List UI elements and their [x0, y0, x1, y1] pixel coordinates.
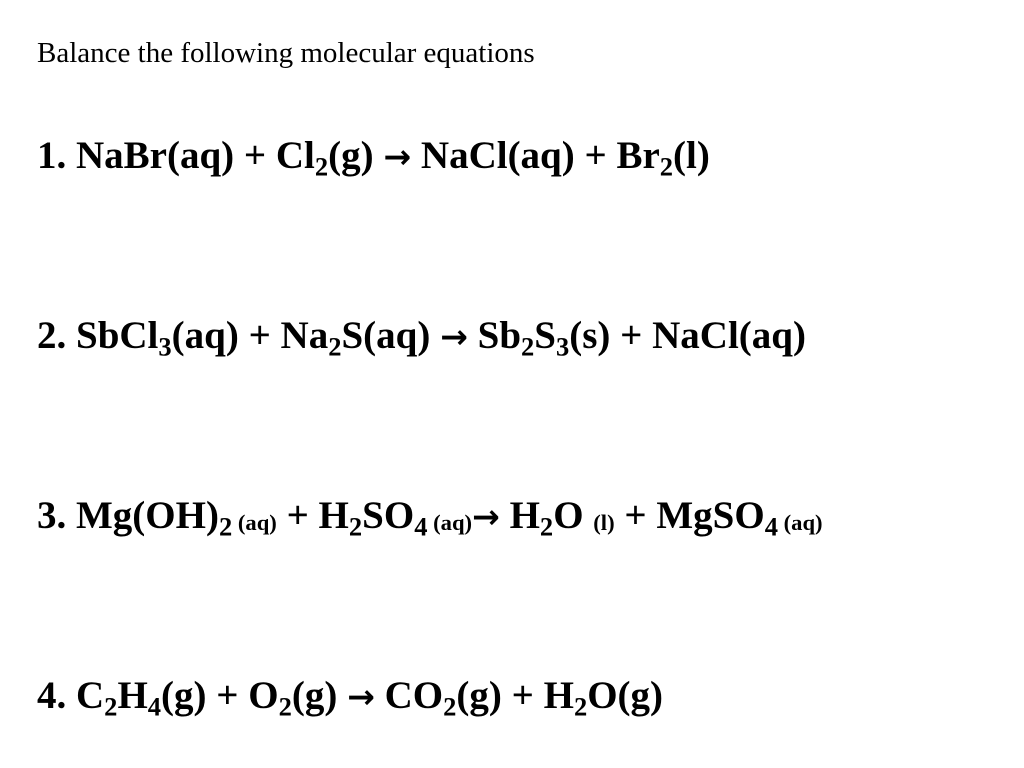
- subscript: 2: [443, 691, 457, 722]
- subscript: 4: [147, 691, 162, 722]
- formula-text: SbCl: [76, 314, 159, 357]
- formula-text: (g): [328, 134, 384, 177]
- equation-body: [76, 134, 710, 182]
- equation-number: 3.: [37, 494, 67, 537]
- formula-text: NaCl(aq) + Br: [411, 134, 660, 177]
- equation-body: [76, 314, 806, 362]
- formula-text: H: [499, 494, 540, 537]
- equation-body: [76, 494, 823, 542]
- reaction-arrow-icon: →: [347, 677, 375, 716]
- formula-text: S: [534, 314, 556, 357]
- formula-text: (s) + NaCl(aq): [569, 314, 806, 357]
- formula-text: H: [117, 674, 148, 717]
- formula-text: Sb: [467, 314, 522, 357]
- formula-text: + MgSO: [614, 494, 765, 537]
- formula-text: NaBr(aq) + Cl: [76, 134, 315, 177]
- subscript: 2: [278, 691, 292, 722]
- formula-text: (g): [291, 674, 348, 717]
- equation-body: [76, 674, 664, 722]
- subscript: 4: [414, 511, 428, 542]
- subscript: 2: [539, 511, 554, 542]
- state-label: (aq): [777, 509, 823, 535]
- state-label: (l): [593, 509, 615, 535]
- equation-number: 2.: [37, 314, 67, 357]
- reaction-arrow-icon: →: [440, 317, 468, 356]
- subscript: 3: [158, 331, 172, 362]
- formula-text: (l): [673, 134, 710, 177]
- subscript: 3: [555, 331, 570, 362]
- reaction-arrow-icon: →: [383, 137, 412, 176]
- formula-text: Mg(OH): [76, 494, 219, 537]
- formula-text: (g) + O: [161, 674, 279, 717]
- formula-text: C: [76, 674, 105, 717]
- equation-1: [37, 134, 710, 182]
- formula-text: SO: [362, 494, 415, 537]
- formula-text: + H: [276, 494, 349, 537]
- subscript: 2: [314, 151, 329, 182]
- subscript: 2: [328, 331, 342, 362]
- equation-number: 1.: [37, 134, 67, 177]
- formula-text: (g) + H: [456, 674, 574, 717]
- equation-3: [37, 494, 823, 542]
- subscript: 2: [659, 151, 674, 182]
- formula-text: O(g): [587, 674, 664, 717]
- state-label: (aq): [232, 509, 277, 535]
- subscript: 4: [764, 511, 778, 542]
- equation-4: [37, 674, 664, 722]
- subscript: 2: [573, 691, 588, 722]
- subscript: 2: [218, 511, 233, 542]
- equation-number: 4.: [37, 674, 67, 717]
- reaction-arrow-icon: →: [472, 497, 500, 536]
- equation-2: [37, 314, 806, 362]
- subscript: 2: [521, 331, 535, 362]
- subscript: 2: [348, 511, 363, 542]
- subscript: 2: [104, 691, 118, 722]
- state-label: (aq): [427, 509, 473, 535]
- page-heading: Balance the following molecular equations: [37, 37, 535, 69]
- formula-text: (aq) + Na: [171, 314, 329, 357]
- formula-text: CO: [374, 674, 444, 717]
- formula-text: S(aq): [341, 314, 441, 357]
- formula-text: O: [553, 494, 594, 537]
